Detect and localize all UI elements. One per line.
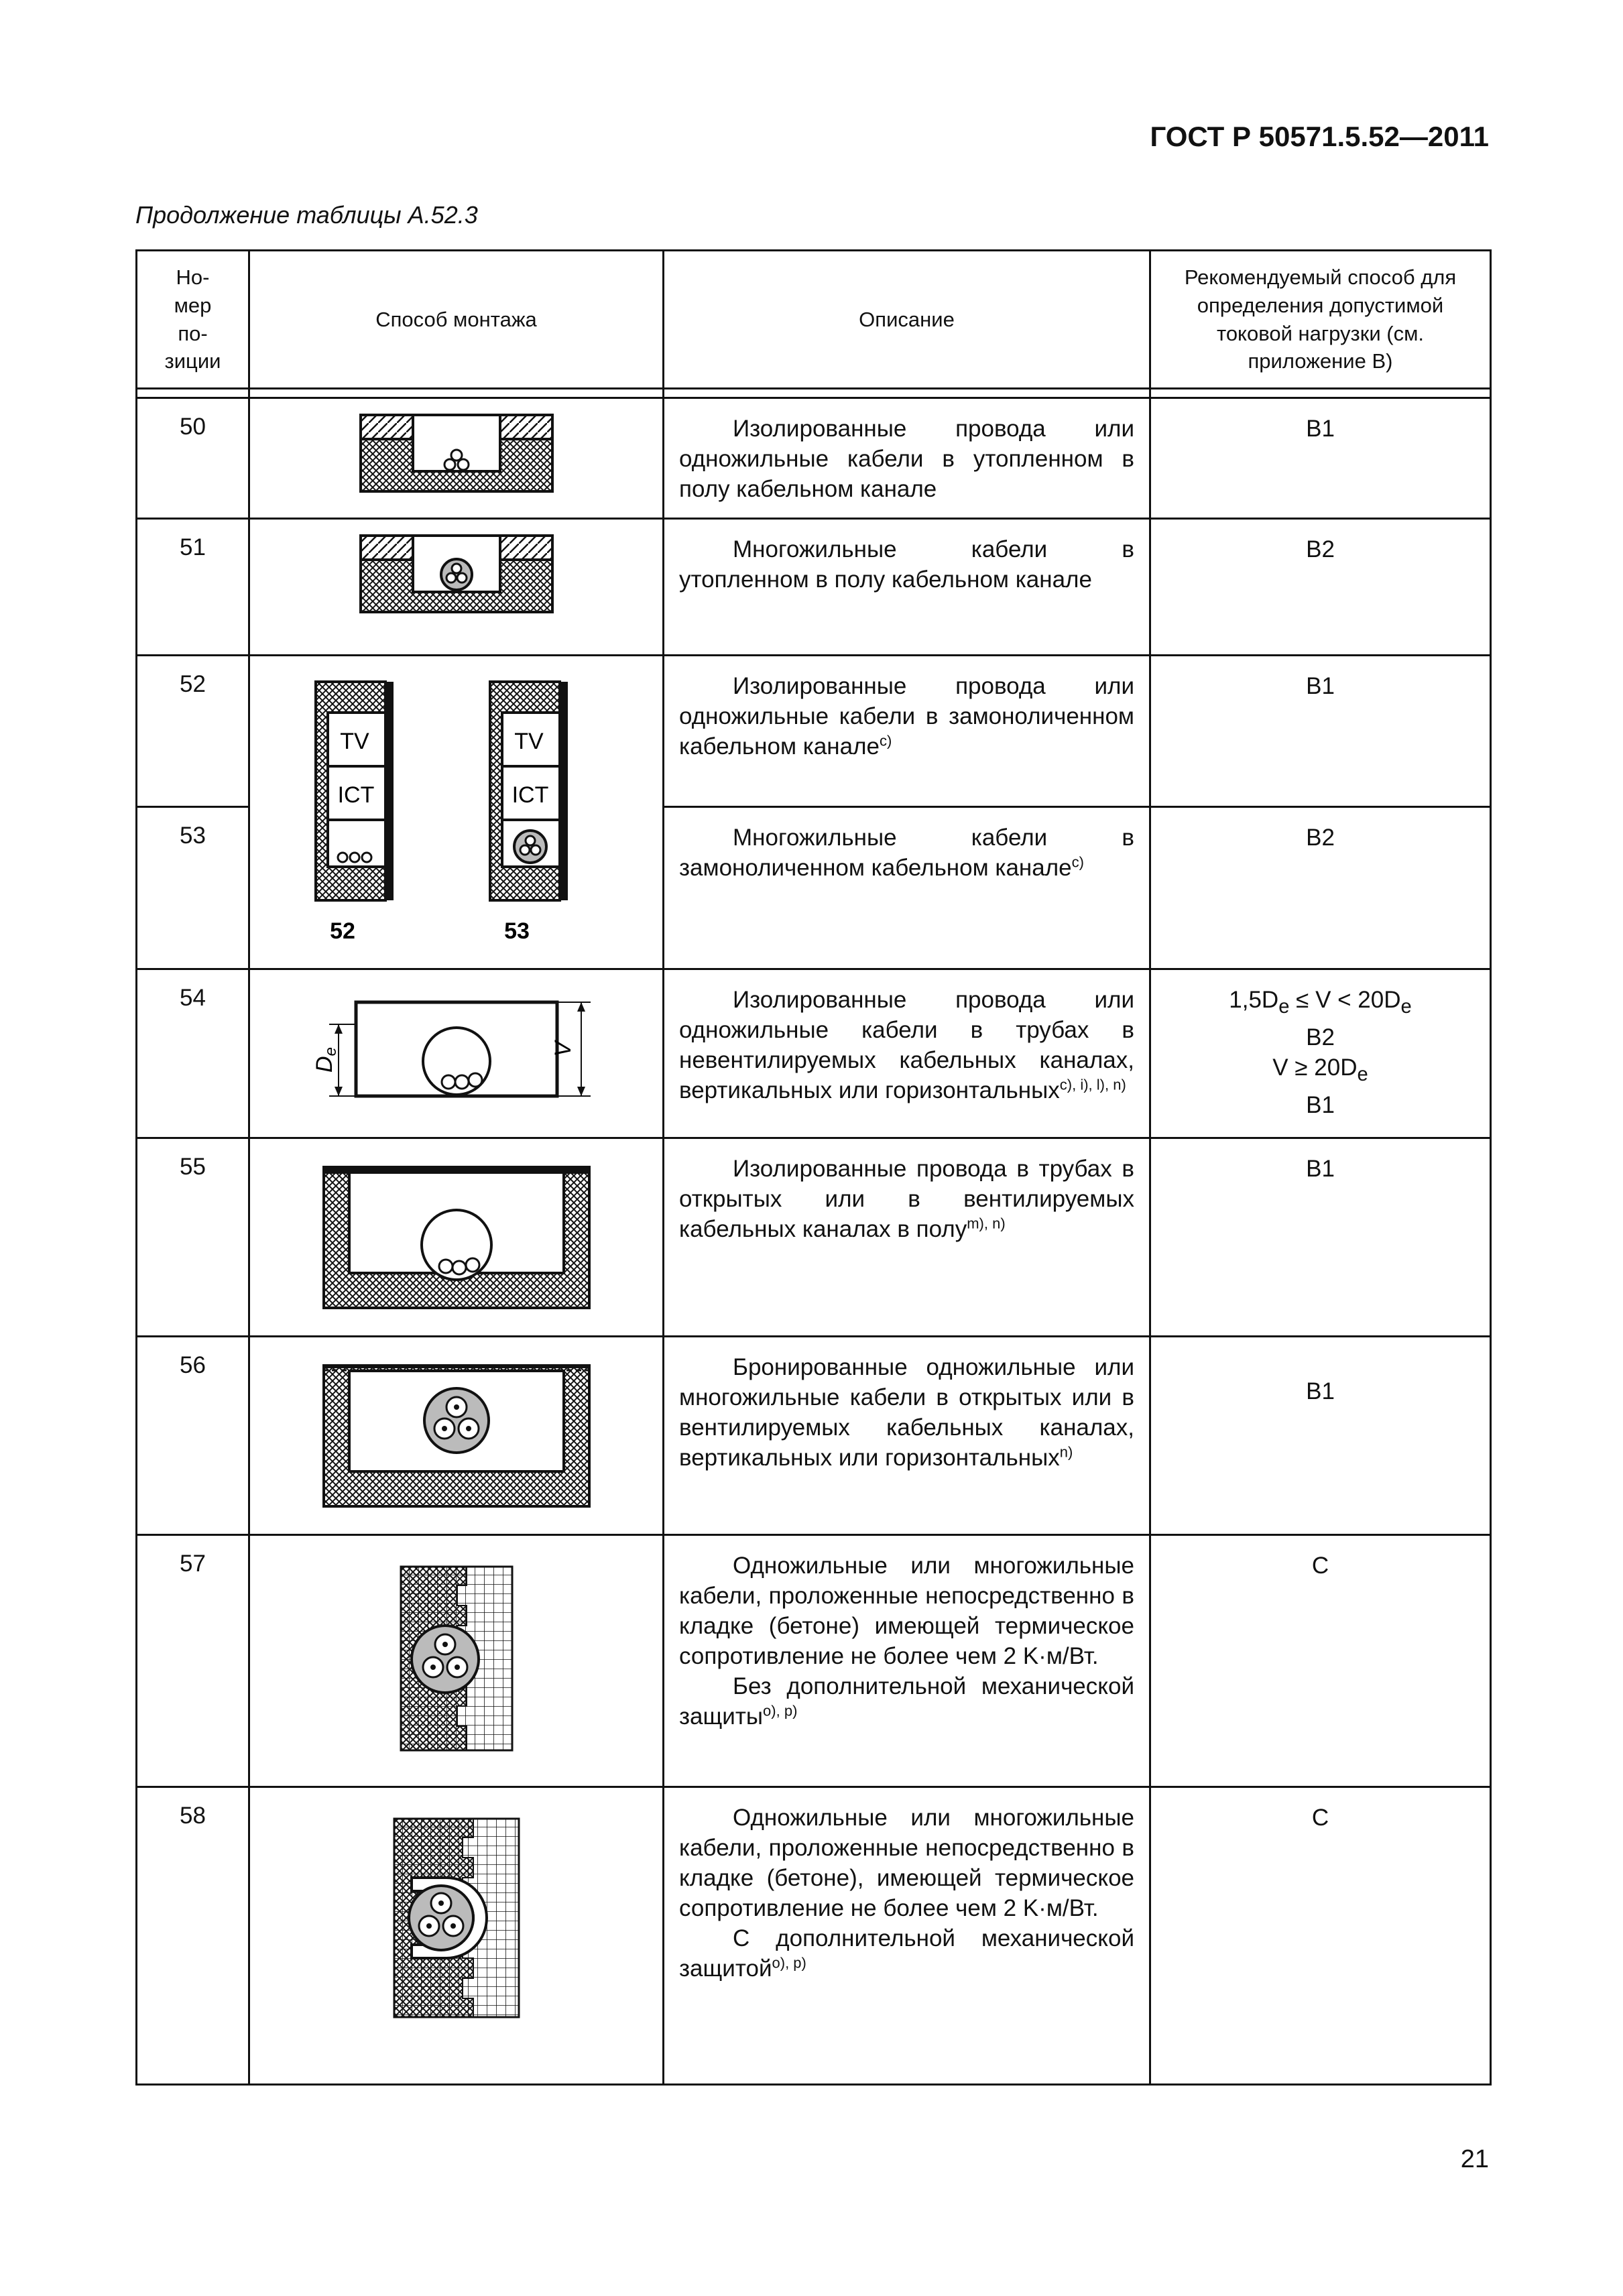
standard-header: ГОСТ Р 50571.5.52—2011 [1150,121,1489,152]
table-row [137,1535,1491,1787]
row-description: Изолированные провода или одножильные кабели в трубах в невентилируемых кабельных каналах, вертикальных или горизонтальных$^{c), i), l), n)}$ [664,969,1150,1138]
col-header-description: Описание [664,251,1150,389]
table-row [137,1787,1491,2085]
mounting-figure-56 [249,1337,664,1535]
col-header-recommended: Рекомендуемый способ для определения допустимой токовой нагрузки (см. приложение B) [1150,251,1491,389]
mounting-figure-52-53 [249,656,664,969]
row-recommended: B1 [1150,1138,1491,1337]
installation-table [135,249,1492,2086]
col-header-num: Но- мер по- зиции [137,251,249,389]
row-number: 56 [137,1337,249,1535]
row-recommended: B2 [1150,807,1491,969]
duct-52 [316,682,394,944]
table-row [137,656,1491,807]
row-number: 52 [137,656,249,807]
label-tv: TV [339,729,369,754]
duct-53 [490,682,568,944]
row-description: Бронированные одножильные или многожильные кабели в открытых или в вентилируемых кабельных каналах, вертикальных или горизонтальных$^{n)}$ [664,1337,1150,1535]
mounting-figure-57 [249,1535,664,1787]
mounting-figure-55 [249,1138,664,1337]
mounting-figure-58 [249,1787,664,2085]
table-row [137,1138,1491,1337]
row-number: 55 [137,1138,249,1337]
row-description: Многожильные кабели в утопленном в полу кабельном канале [664,519,1150,656]
row-number: 53 [137,807,249,969]
table-header-row [137,251,1491,389]
row-number: 57 [137,1535,249,1787]
svg-text:De [312,1047,340,1073]
col-header-method: Способ монтажа [249,251,664,389]
table-row [137,398,1491,519]
label-v: V [550,1041,576,1057]
mounting-figure-54 [249,969,664,1138]
label-ict: ICT [512,782,548,808]
row-recommended: B1 [1150,656,1491,807]
row-number: 54 [137,969,249,1138]
row-description: Одножильные или многожильные кабели, проложенные непосредственно в кладке (бетоне) имеющей термическое сопротивление не более чем 2 K·м/Вт. Без дополнительной механической защиты$^{o), p)}$ [664,1535,1150,1787]
table-row [137,1337,1491,1535]
label-ict: ICT [337,782,374,808]
row-description: Изолированные провода или одножильные кабели в утопленном в полу кабельном канале [664,398,1150,519]
label-de-sub: e [321,1047,340,1056]
table-row [137,969,1491,1138]
label-tv: TV [514,729,544,754]
row-recommended: B1 [1150,398,1491,519]
label-53: 53 [503,918,530,944]
table-row [137,519,1491,656]
row-description: Изолированные провода в трубах в открытых или в вентилируемых кабельных каналах в полу$^{m), n)}$ [664,1138,1150,1337]
row-number: 51 [137,519,249,656]
row-number: 50 [137,398,249,519]
table-caption: Продолжение таблицы А.52.3 [135,201,478,229]
label-de: D [311,1056,337,1073]
mounting-figure-51 [249,519,664,656]
row-description: Многожильные кабели в замоноличенном кабельном канале$^{c)}$ [664,807,1150,969]
row-recommended: C [1150,1535,1491,1787]
row-recommended: B1 [1150,1337,1491,1535]
row-description: Изолированные провода или одножильные кабели в замоноличенном кабельном канале$^{c)}$ [664,656,1150,807]
row-description: Одножильные или многожильные кабели, проложенные непосредственно в кладке (бетоне), имеющей термическое сопротивление не более чем 2 K·м/Вт. С дополнительной механической защитой$^{o), p)}$ [664,1787,1150,2085]
mounting-figure-50 [249,398,664,519]
row-recommended: $1,5D_e \le V < 20D_e$ B2 $V \ge 20D_e$ B1 [1150,969,1491,1138]
row-number: 58 [137,1787,249,2085]
page-number: 21 [1460,2145,1489,2173]
row-recommended: B2 [1150,519,1491,656]
label-52: 52 [329,918,355,944]
row-recommended: C [1150,1787,1491,2085]
